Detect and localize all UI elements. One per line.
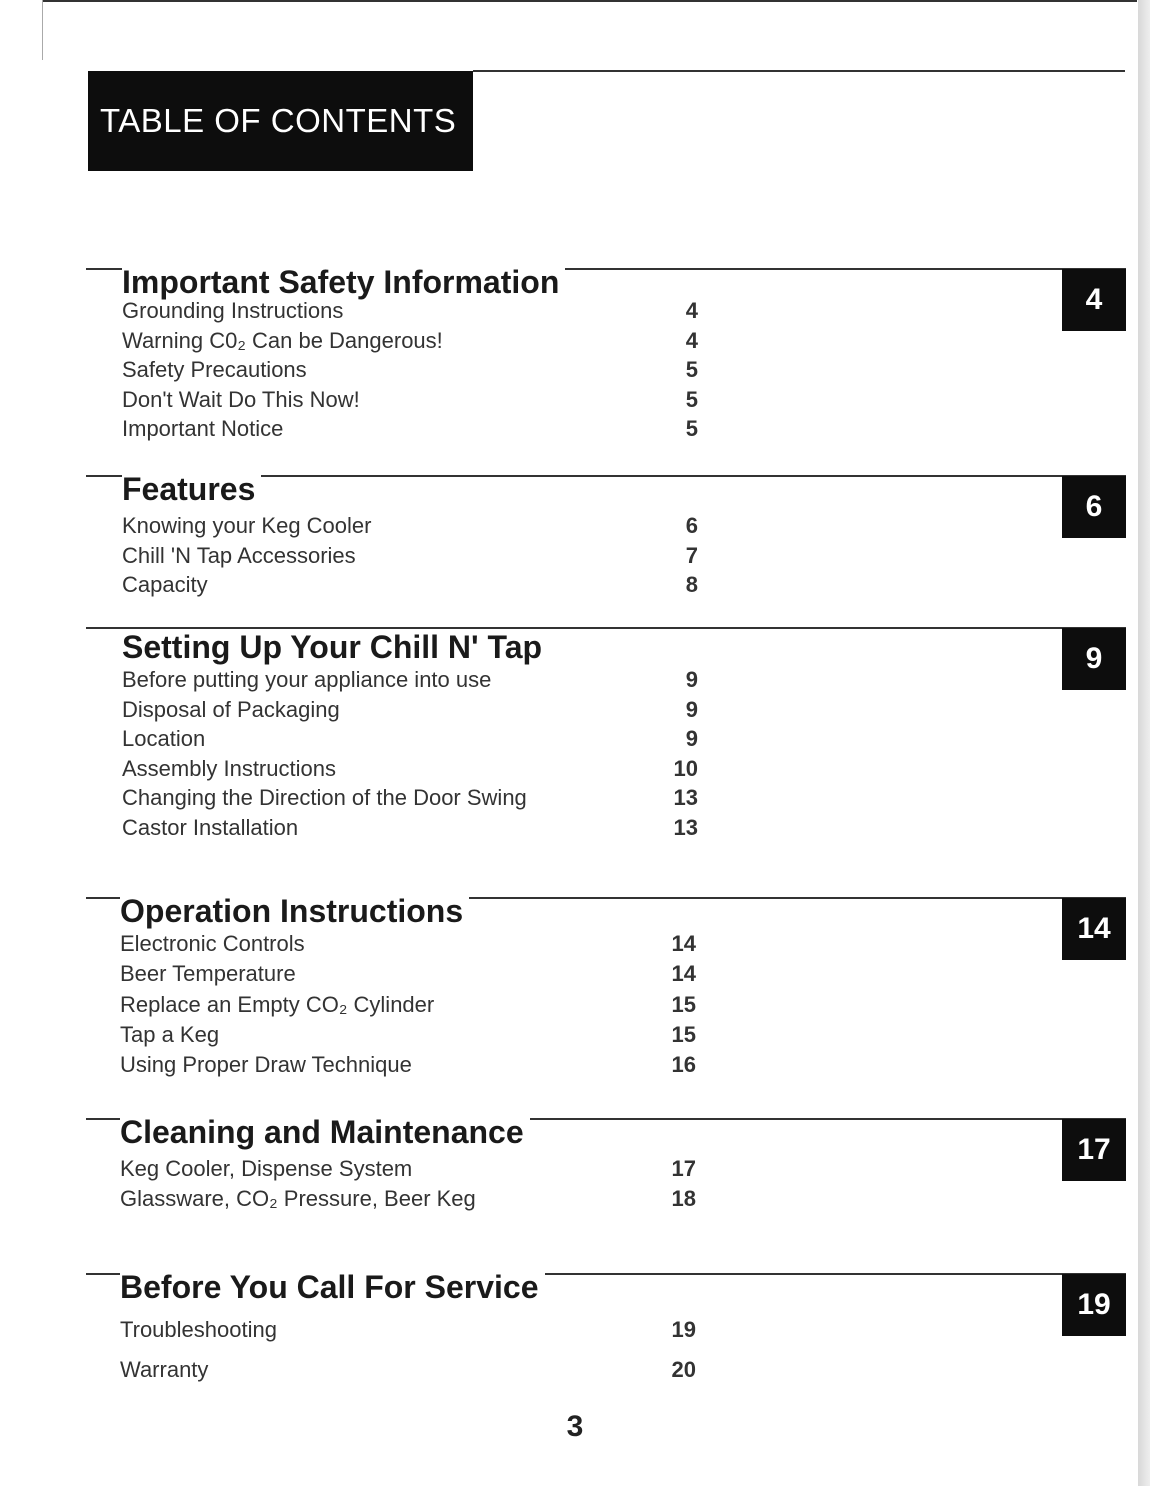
- toc-entry[interactable]: [122, 667, 698, 697]
- entry-label: Don't Wait Do This Now!: [122, 386, 360, 412]
- entry-page: 14: [671, 931, 696, 956]
- entry-page: 13: [673, 814, 698, 840]
- toc-title: TABLE OF CONTENTS: [100, 102, 457, 139]
- entry-page: 6: [685, 513, 698, 538]
- section-page-box[interactable]: 19: [1062, 1274, 1126, 1336]
- entry-page: 4: [685, 298, 698, 323]
- entry-label: Castor Installation: [122, 814, 299, 840]
- section-entries: [120, 1156, 696, 1215]
- entry-page: 17: [671, 1156, 696, 1181]
- entry-label: Before putting your appliance into use: [122, 667, 492, 692]
- entry-page: 15: [671, 1021, 696, 1047]
- entry-page: 15: [671, 991, 696, 1017]
- section-page-box[interactable]: 17: [1062, 1119, 1126, 1181]
- entry-label: Disposal of Packaging: [122, 696, 340, 722]
- toc-entry[interactable]: [122, 513, 698, 543]
- entry-label: Electronic Controls: [120, 931, 305, 956]
- section-title[interactable]: Setting Up Your Chill N' Tap: [122, 629, 548, 666]
- toc-entry[interactable]: [120, 991, 696, 1022]
- entry-page: 9: [685, 726, 698, 751]
- entry-label: Knowing your Keg Cooler: [122, 513, 372, 538]
- entry-label: Safety Precautions: [122, 357, 307, 382]
- entry-label: Grounding Instructions: [122, 298, 344, 323]
- section-title[interactable]: Cleaning and Maintenance: [120, 1114, 530, 1151]
- entry-label: Troubleshooting: [120, 1317, 277, 1342]
- toc-entry[interactable]: [122, 696, 698, 727]
- entry-page: 16: [671, 1052, 696, 1078]
- section-entries: [122, 513, 698, 602]
- toc-entry[interactable]: [122, 726, 698, 756]
- entry-label: Location: [122, 726, 206, 751]
- entry-label: Beer Temperature: [120, 961, 296, 987]
- toc-entry[interactable]: [120, 1156, 696, 1186]
- entry-label: Warranty: [120, 1357, 209, 1382]
- entry-page: 9: [685, 667, 698, 692]
- toc-title-banner: [88, 71, 473, 171]
- section-title[interactable]: Important Safety Information: [122, 264, 565, 301]
- entry-page: 13: [673, 785, 698, 810]
- toc-entry[interactable]: [122, 542, 698, 573]
- toc-entry[interactable]: [122, 357, 698, 387]
- entry-label: Capacity: [122, 572, 208, 597]
- entry-page: 20: [671, 1357, 696, 1382]
- toc-entry[interactable]: [122, 785, 698, 815]
- page-number: 3: [566, 1410, 584, 1443]
- entry-page: 4: [685, 327, 698, 353]
- entry-page: 8: [685, 572, 698, 597]
- toc-entry[interactable]: [122, 814, 698, 845]
- toc-entry[interactable]: [120, 1021, 696, 1052]
- toc-entry[interactable]: [120, 1185, 696, 1216]
- toc-entry[interactable]: [120, 1357, 696, 1397]
- section-title[interactable]: Features: [122, 471, 261, 508]
- section-title[interactable]: Operation Instructions: [120, 893, 469, 930]
- entry-page: 9: [685, 696, 698, 722]
- toc-entry[interactable]: [122, 572, 698, 602]
- page-edge-shadow: [1138, 0, 1150, 1486]
- toc-entry[interactable]: [120, 931, 696, 961]
- entry-label: Important Notice: [122, 416, 284, 441]
- entry-page: 18: [671, 1185, 696, 1211]
- entry-page: 14: [671, 961, 696, 987]
- entry-label: Chill 'N Tap Accessories: [122, 542, 356, 568]
- toc-entry[interactable]: [122, 386, 698, 417]
- left-border-rule: [42, 0, 43, 60]
- section-entries: [120, 1317, 696, 1397]
- section-page-box[interactable]: 4: [1062, 269, 1126, 331]
- toc-entry[interactable]: [122, 327, 698, 358]
- section-entries: [122, 298, 698, 446]
- entry-page: 5: [685, 416, 698, 441]
- entry-label: Changing the Direction of the Door Swing: [122, 785, 527, 810]
- entry-label: Replace an Empty CO₂ Cylinder: [120, 991, 435, 1017]
- entry-page: 10: [673, 755, 698, 781]
- banner-rule: [473, 70, 1125, 72]
- section-page-box[interactable]: 6: [1062, 476, 1126, 538]
- section-entries: [120, 931, 696, 1082]
- entry-page: 19: [671, 1317, 696, 1342]
- toc-entry[interactable]: [120, 1317, 696, 1357]
- entry-label: Glassware, CO₂ Pressure, Beer Keg: [120, 1185, 476, 1211]
- top-border-rule: [42, 0, 1137, 2]
- entry-label: Using Proper Draw Technique: [120, 1052, 412, 1078]
- toc-entry[interactable]: [122, 755, 698, 786]
- entry-page: 5: [685, 357, 698, 382]
- entry-page: 7: [685, 542, 698, 568]
- toc-entry[interactable]: [120, 1052, 696, 1082]
- entry-label: Tap a Keg: [120, 1021, 220, 1047]
- entry-label: Assembly Instructions: [122, 755, 336, 781]
- section-title[interactable]: Before You Call For Service: [120, 1269, 545, 1306]
- entry-label: Keg Cooler, Dispense System: [120, 1156, 413, 1181]
- section-page-box[interactable]: 14: [1062, 898, 1126, 960]
- entry-label: Warning C0₂ Can be Dangerous!: [122, 327, 443, 353]
- section-page-box[interactable]: 9: [1062, 628, 1126, 690]
- entry-page: 5: [685, 386, 698, 412]
- toc-entry[interactable]: [120, 961, 696, 991]
- toc-entry[interactable]: [122, 416, 698, 446]
- section-entries: [122, 667, 698, 844]
- toc-entry[interactable]: [122, 298, 698, 328]
